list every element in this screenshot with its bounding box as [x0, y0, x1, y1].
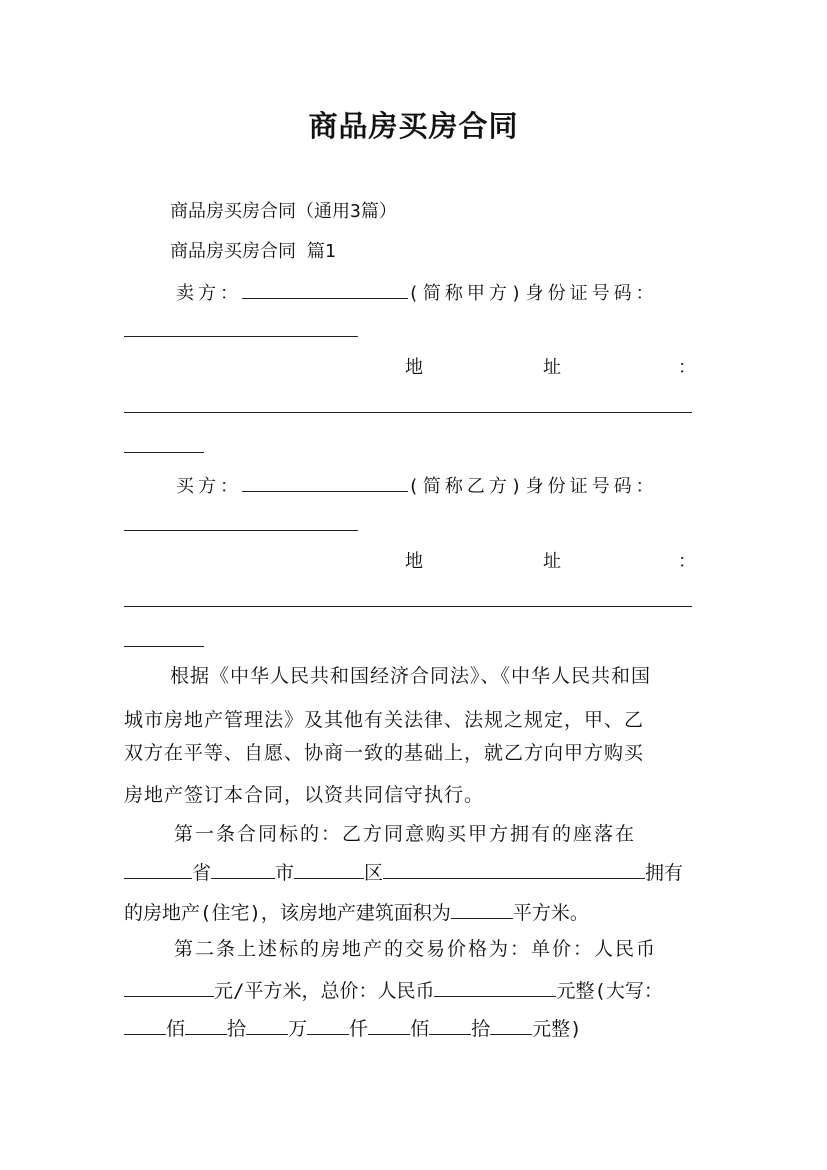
seller-id-blank[interactable] [124, 336, 358, 337]
bai-blank[interactable] [124, 1016, 166, 1035]
city-blank[interactable] [211, 860, 275, 879]
wan-blank[interactable] [246, 1016, 288, 1035]
qian-blank[interactable] [307, 1016, 349, 1035]
seller-line [176, 280, 658, 306]
province-blank[interactable] [124, 860, 192, 879]
owned-label: 拥有 [645, 862, 684, 884]
seller-label: 卖方： [176, 283, 242, 304]
buyer-addr-char1: 地 [405, 551, 423, 572]
area-blank[interactable] [451, 900, 513, 919]
shi-label: 拾 [227, 1018, 247, 1040]
bai-label: 佰 [166, 1018, 186, 1040]
preamble-line-1: 根据《中华人民共和国经济合同法》、《中华人民共和国 [170, 665, 652, 687]
bai2-label: 佰 [410, 1018, 430, 1040]
buyer-note: (简称乙方)身份证号码： [408, 476, 658, 497]
preamble-line-2: 城市房地产管理法》及其他有关法律、法规之规定，甲、乙 [124, 709, 645, 731]
district-blank[interactable] [294, 860, 364, 879]
location-blank[interactable] [383, 860, 645, 879]
unit-price-label: 元/平方米，总价：人民币 [214, 980, 435, 1002]
buyer-name-blank[interactable] [242, 473, 408, 492]
buyer-id-blank[interactable] [124, 530, 358, 531]
province-label: 省 [192, 862, 212, 884]
seller-address-blank[interactable] [124, 412, 692, 413]
buyer-line [176, 473, 658, 499]
article1-line-2 [124, 860, 683, 885]
seller-name-blank[interactable] [242, 280, 408, 299]
buyer-label: 买方： [176, 476, 242, 497]
area-unit: 平方米。 [512, 902, 589, 924]
seller-note: (简称甲方)身份证号码： [408, 283, 658, 304]
document-title: 商品房买房合同 [308, 109, 519, 143]
article2-line-2 [124, 978, 663, 1003]
buyer-addr-char2: 址 [543, 551, 561, 572]
qian-label: 仟 [349, 1018, 369, 1040]
article1-line-3 [124, 900, 589, 925]
seller-addr-colon: ： [678, 357, 696, 378]
area-text: 的房地产(住宅)，该房地产建筑面积为 [124, 902, 451, 924]
seller-address-blank-cont[interactable] [124, 452, 204, 453]
shi2-label: 拾 [471, 1018, 491, 1040]
document-subtitle: 商品房买房合同（通用3篇） [170, 201, 397, 222]
total-price-blank[interactable] [434, 978, 556, 997]
article2-line-1: 第二条上述标的房地产的交易价格为：单价：人民币 [174, 938, 658, 960]
buyer-addr-colon: ： [678, 551, 696, 572]
buyer-address-blank[interactable] [124, 606, 692, 607]
district-label: 区 [364, 862, 384, 884]
bai2-blank[interactable] [368, 1016, 410, 1035]
shi-blank[interactable] [185, 1016, 227, 1035]
buyer-address-blank-cont[interactable] [124, 646, 204, 647]
yuan-blank[interactable] [490, 1016, 532, 1035]
preamble-line-4: 房地产签订本合同，以资共同信守执行。 [124, 784, 485, 806]
article2-line-3 [124, 1016, 582, 1041]
part-heading: 商品房买房合同 篇1 [170, 241, 336, 262]
yuan-label: 元整) [532, 1018, 582, 1040]
seller-addr-char1: 地 [405, 357, 423, 378]
shi2-blank[interactable] [429, 1016, 471, 1035]
uppercase-label: 元整(大写： [556, 980, 663, 1002]
preamble-line-3: 双方在平等、自愿、协商一致的基础上，就乙方向甲方购买 [124, 742, 645, 764]
city-label: 市 [275, 862, 295, 884]
unit-price-blank[interactable] [124, 978, 214, 997]
seller-addr-char2: 址 [543, 357, 561, 378]
article1-line-1: 第一条合同标的：乙方同意购买甲方拥有的座落在 [174, 823, 637, 845]
wan-label: 万 [288, 1018, 308, 1040]
